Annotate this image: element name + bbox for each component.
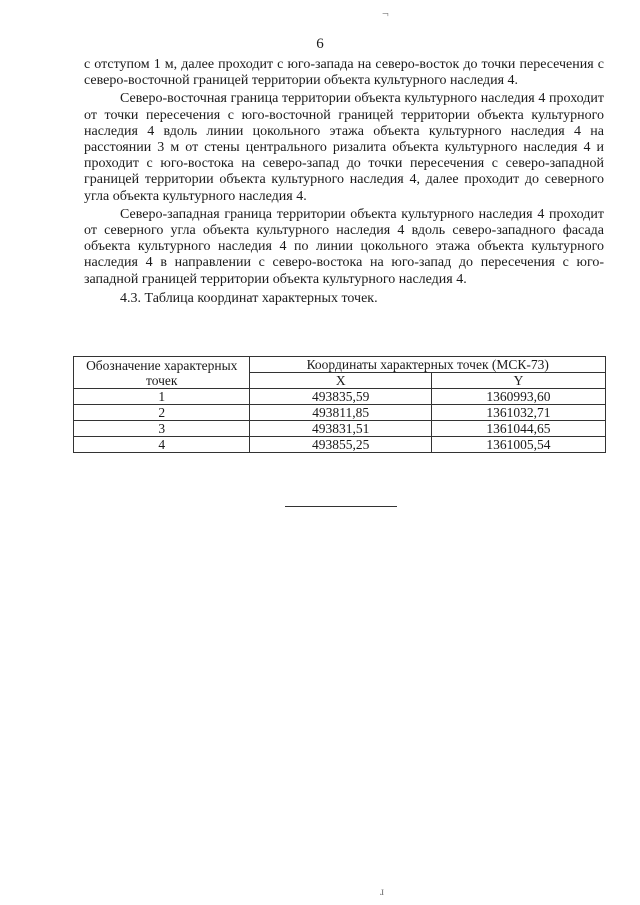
scan-mark-top: ¬ [382,6,389,20]
header-point-designation: Обозначение характерных точек [74,357,250,389]
cell-x: 493855,25 [250,437,431,453]
table-row [74,389,606,405]
table-row [74,405,606,421]
table-header-row [74,357,606,373]
cell-y: 1361044,65 [431,421,605,437]
cell-x: 493831,51 [250,421,431,437]
end-separator-line [285,506,397,507]
scan-mark-bottom: ɹ [380,884,384,898]
header-coordinates: Координаты характерных точек (МСК-73) [250,357,606,373]
cell-x: 493811,85 [250,405,431,421]
cell-y: 1360993,60 [431,389,605,405]
table-row [74,437,606,453]
cell-point: 3 [74,421,250,437]
page-number: 6 [316,36,324,52]
cell-point: 1 [74,389,250,405]
document-body [84,57,604,307]
coordinates-table [73,356,606,453]
table-row [74,421,606,437]
table-heading: 4.3. Таблица координат характерных точек. [120,290,378,306]
paragraph-continuation: с отступом 1 м, далее проходит с юго-запада на северо-восток до точки пересечения с северо-восточной границей территории объекта культурного наследия 4. [84,57,604,89]
cell-y: 1361032,71 [431,405,605,421]
header-y: Y [431,373,605,389]
cell-x: 493835,59 [250,389,431,405]
cell-y: 1361005,54 [431,437,605,453]
paragraph-northwest-boundary: Северо-западная граница территории объекта культурного наследия 4 проходит от северного угла объекта культурного наследия 4 вдоль северо-западного фасада объекта культурного наследия 4 по линии цокольного этажа объекта культурного наследия 4 в направлении с северо-востока на юго-запад до пересечения с юго-западной границей территории объекта культурного наследия 4. [84,206,604,287]
header-x: X [250,373,431,389]
cell-point: 4 [74,437,250,453]
paragraph-northeast-boundary: Северо-восточная граница территории объекта культурного наследия 4 проходит от точки пересечения с юго-восточной границей территории объекта культурного наследия 4 вдоль линии цокольного этажа объекта культурного наследия 4 на расстоянии 3 м от стены центрального ризалита объекта культурного наследия 4 и проходит с юго-востока на северо-запад до точки пересечения с северо-западной границей территории объекта культурного наследия 4, далее проходит до северного угла объекта культурного наследия 4. [84,91,604,204]
cell-point: 2 [74,405,250,421]
